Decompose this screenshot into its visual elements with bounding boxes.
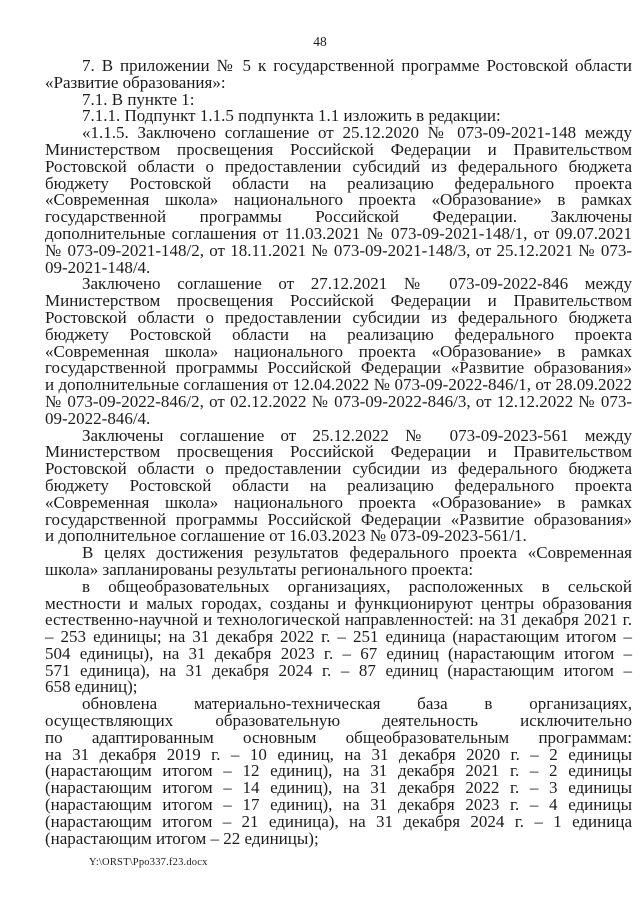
paragraph: 7.1. В пункте 1: [82,89,195,109]
paragraph: В целях достижения результатов федерального проекта «Современная школа» запланированы результаты регионального проекта: [45,543,632,579]
page-number: 48 [313,34,327,49]
paragraph: Заключены соглашение от 25.12.2022 № 073-09-2023-561 между Министерством просвещения Российской Федерации и Правительством Ростовской области о предоставлении субсидии из федерального бюджета бюджету Ростовской области на реализацию федерального проекта «Современная школа» национального проекта «Образование» в рамках государственной программы Российской Федерации «Развитие образования» и дополнительное соглашение от 16.03.2023 № 073-09-2023-561/1. [45,425,632,546]
paragraph: в общеобразовательных организациях, расположенных в сельской местности и малых городах, созданы и функционируют центры образования естественно-научной и технологической направленностей: на 31 декабря 2021 г. – 253 единицы; на 31 декабря 2022 г. – 251 единица (нарастающим итогом – 504 единицы), на 31 декабря 2023 г. – 67 единиц (нарастающим итогом – 571 единица), на 31 декабря 2024 г. – 87 единиц (нарастающим итогом – 658 единиц); [45,576,632,697]
document-body [45,58,632,847]
paragraph: 7. В приложении № 5 к государственной программе Ростовской области «Развитие образования»: [45,56,632,92]
paragraph: Заключено соглашение от 27.12.2021 № 073-09-2022-846 между Министерством просвещения Российской Федерации и Правительством Ростовской области о предоставлении субсидии из федерального бюджета бюджету Ростовской области на реализацию федерального проекта «Современная школа» национального проекта «Образование» в рамках государственной программы Российской Федерации «Развитие образования» и дополнительные соглашения от 12.04.2022 № 073-09-2022-846/1, от 28.09.2022 № 073-09-2022-846/2, от 02.12.2022 № 073-09-2022-846/3, от 12.12.2022 № 073-09-2022-846/4. [45,274,632,428]
footer-file-path: Y:\ORST\Ppo337.f23.docx [89,857,208,868]
paragraph: «1.1.5. Заключено соглашение от 25.12.2020 № 073-09-2021-148 между Министерством просвещения Российской Федерации и Правительством Ростовской области о предоставлении субсидий из федерального бюджета бюджету Ростовской области на реализацию федерального проекта «Современная школа» национального проекта «Образование» в рамках государственной программы Российской Федерации. Заключены дополнительные соглашения от 11.03.2021 № 073-09-2021-148/1, от 09.07.2021 № 073-09-2021-148/2, от 18.11.2021 № 073-09-2021-148/3, от 25.12.2021 № 073-09-2021-148/4. [45,123,632,277]
paragraph: обновлена материально-техническая база в организациях, осуществляющих образовательную деятельность исключительно по адаптированным основным общеобразовательным программам: на 31 декабря 2019 г. – 10 единиц, на 31 декабря 2020 г. – 2 единицы (нарастающим итогом – 12 единиц), на 31 декабря 2021 г. – 2 единицы (нарастающим итогом – 14 единиц), на 31 декабря 2022 г. – 3 единицы (нарастающим итогом – 17 единиц), на 31 декабря 2023 г. – 4 единицы (нарастающим итогом – 21 единица), на 31 декабря 2024 г. – 1 единица (нарастающим итогом – 22 единицы); [45,694,632,848]
paragraph: 7.1.1. Подпункт 1.1.5 подпункта 1.1 изложить в редакции: [82,106,501,126]
